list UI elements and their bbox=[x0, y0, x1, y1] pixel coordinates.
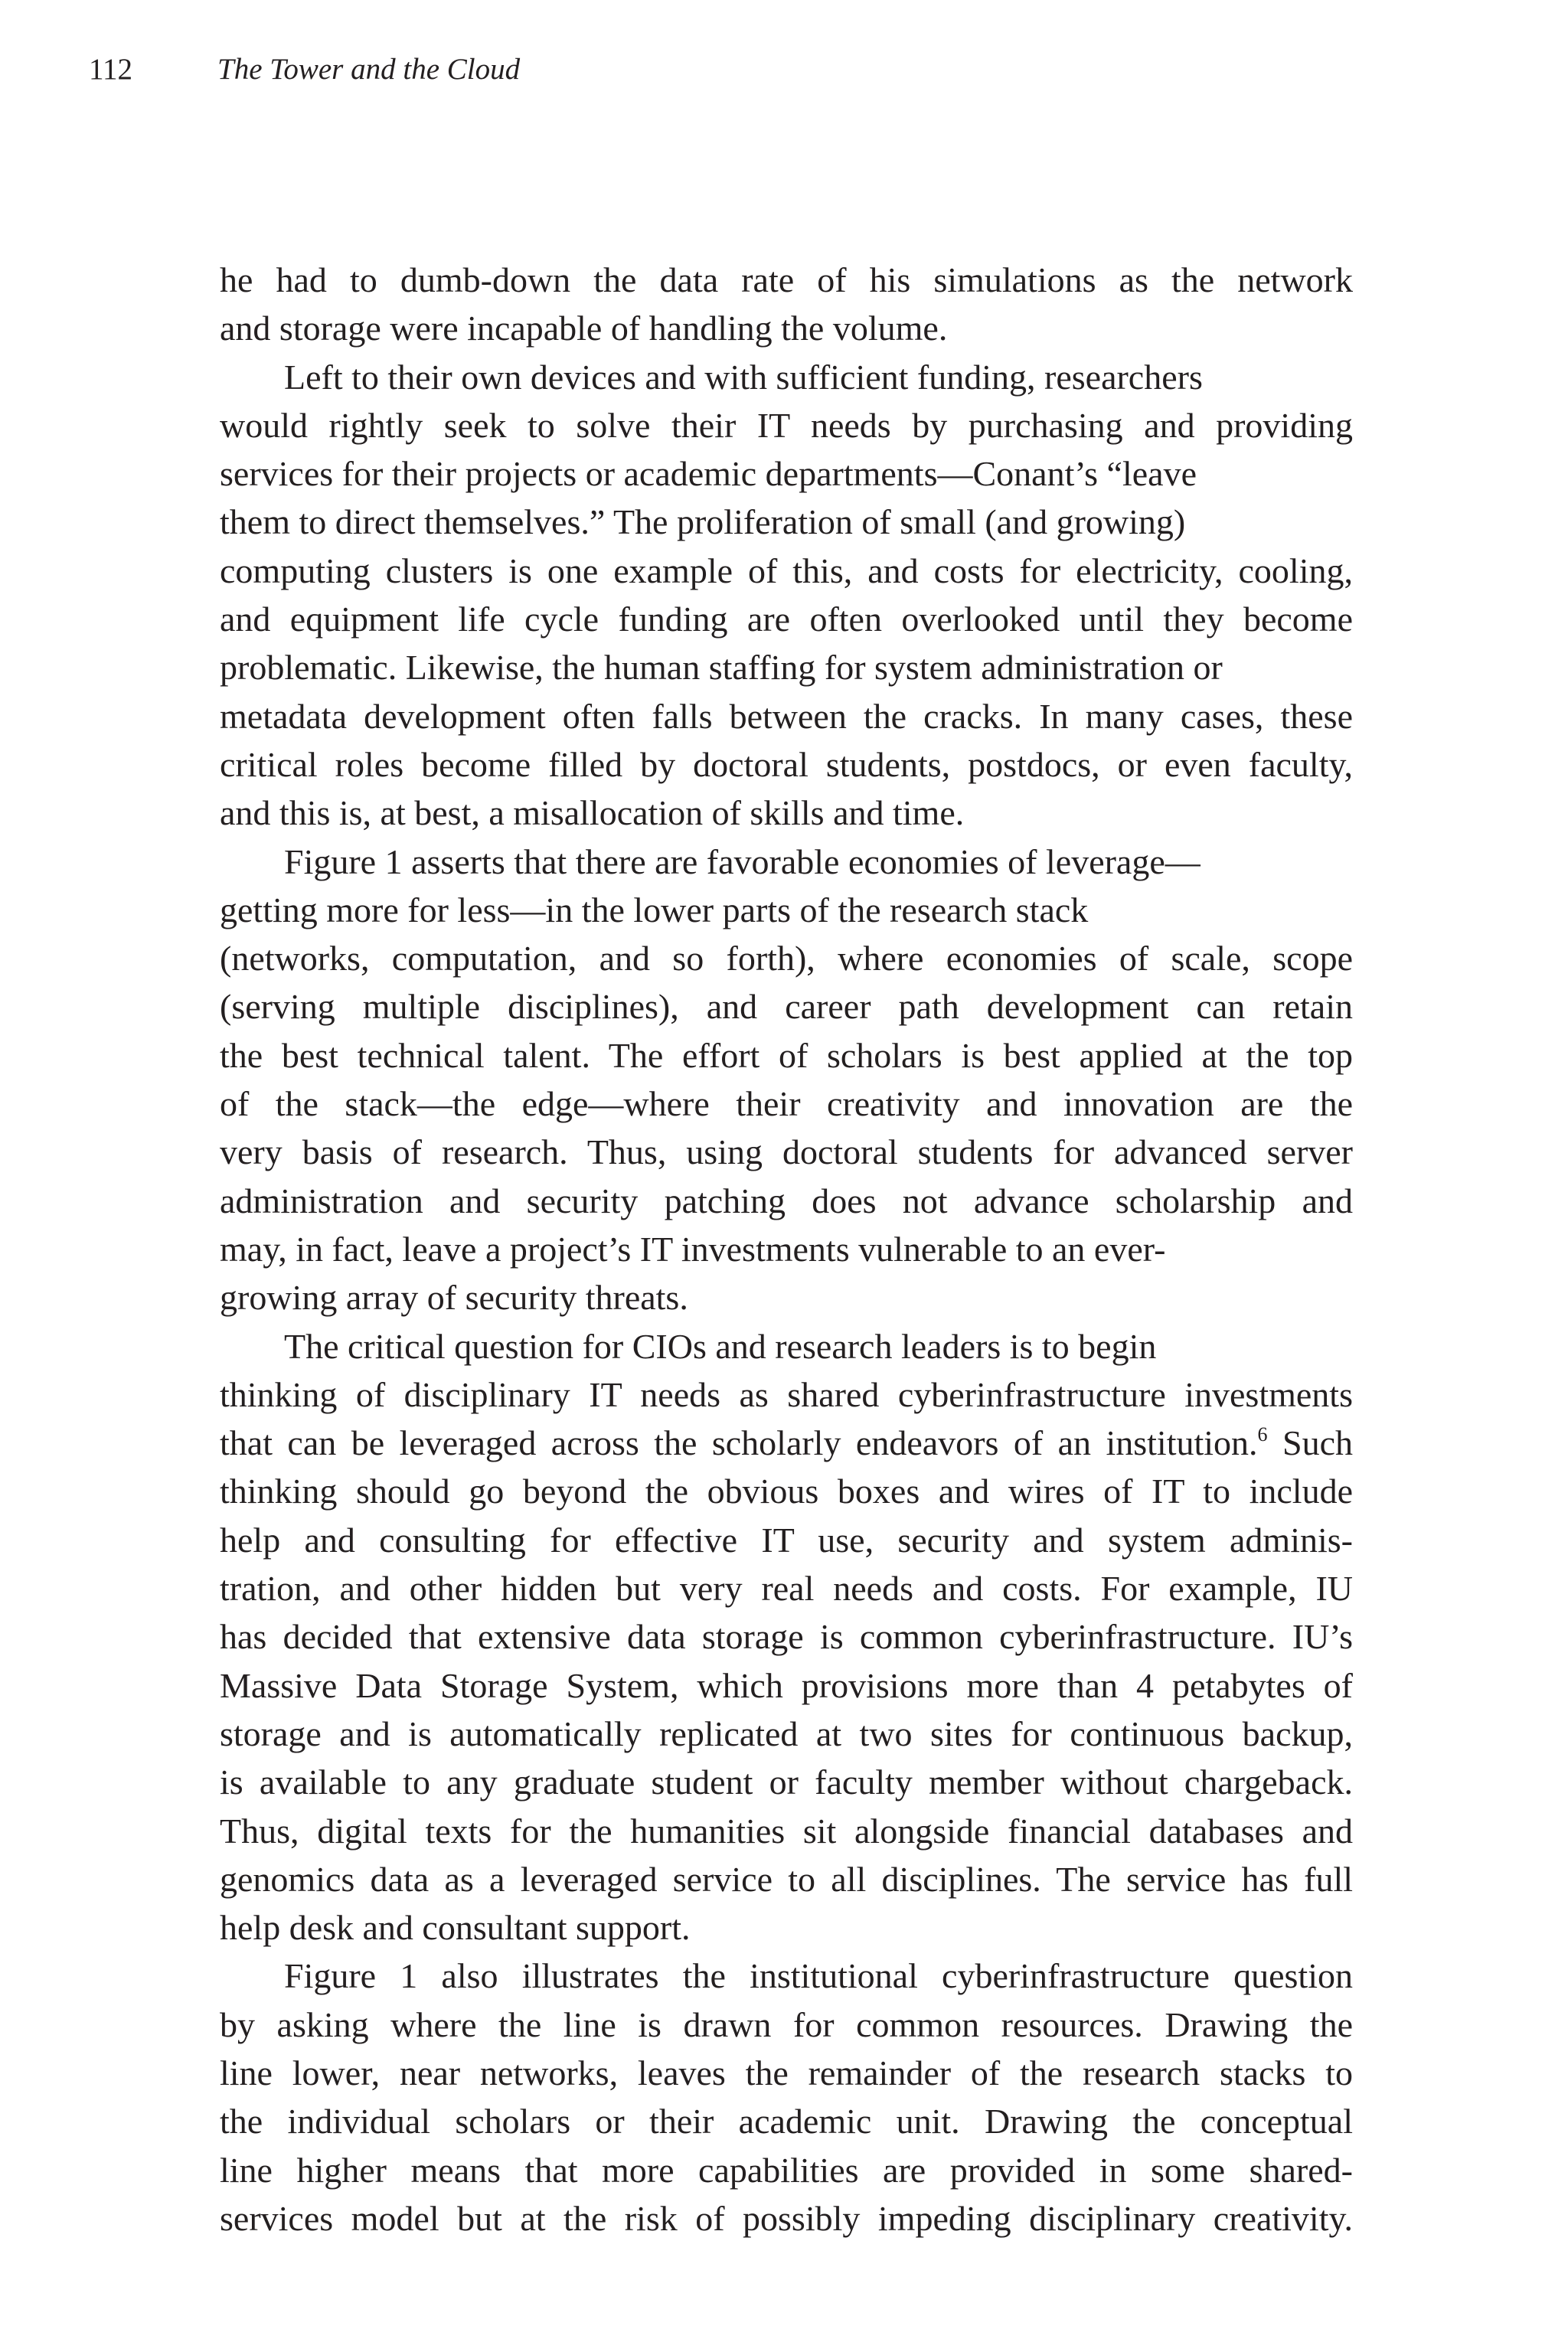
footnote-reference[interactable]: 6 bbox=[1257, 1423, 1268, 1446]
text-line: services model but at the risk of possibly impeding disciplinary creativity. bbox=[220, 2198, 1353, 2238]
text-line: metadata development often falls between the cracks. In many cases, these bbox=[220, 696, 1353, 736]
text-line: help and consulting for effective IT use, security and system adminis- bbox=[220, 1520, 1353, 1560]
text-line: help desk and consultant support. bbox=[220, 1908, 691, 1948]
text-line: thinking should go beyond the obvious boxes and wires of IT to include bbox=[220, 1472, 1353, 1511]
body-text bbox=[220, 256, 1353, 2243]
text-line: very basis of research. Thus, using doctoral students for advanced server bbox=[220, 1132, 1353, 1172]
text-line: line lower, near networks, leaves the remainder of the research stacks to bbox=[220, 2053, 1353, 2092]
text-line: tration, and other hidden but very real needs and costs. For example, IU bbox=[220, 1569, 1353, 1609]
text-line: of the stack—the edge—where their creativity and innovation are the bbox=[220, 1084, 1353, 1124]
text-line: critical roles become filled by doctoral students, postdocs, or even faculty, bbox=[220, 744, 1353, 784]
text-line: (serving multiple disciplines), and career path development can retain bbox=[220, 987, 1353, 1027]
text-line: them to direct themselves.” The proliferation of small (and growing) bbox=[220, 502, 1186, 542]
text-line: getting more for less—in the lower parts of the research stack bbox=[220, 890, 1089, 929]
text-line: is available to any graduate student or faculty member without chargeback. bbox=[220, 1762, 1353, 1802]
text-line: (networks, computation, and so forth), where economies of scale, scope bbox=[220, 939, 1353, 978]
text-line: problematic. Likewise, the human staffing for system administration or bbox=[220, 648, 1223, 688]
text-line bbox=[220, 1419, 1353, 1467]
text-line: and this is, at best, a misallocation of skills and time. bbox=[220, 793, 965, 833]
text-line: and storage were incapable of handling the volume. bbox=[220, 309, 948, 348]
text-line: storage and is automatically replicated at two sites for continuous backup, bbox=[220, 1713, 1353, 1753]
text-line-segment: that can be leveraged across the scholarly endeavors of an institution. bbox=[220, 1423, 1258, 1463]
text-line: computing clusters is one example of this, and costs for electricity, cooling, bbox=[220, 550, 1353, 590]
text-line: may, in fact, leave a project’s IT investments vulnerable to an ever- bbox=[220, 1229, 1166, 1269]
paragraph-first-line: The critical question for CIOs and research leaders is to begin bbox=[284, 1326, 1157, 1366]
paragraph-first-line: Figure 1 asserts that there are favorable economies of leverage— bbox=[284, 841, 1200, 881]
text-line: growing array of security threats. bbox=[220, 1278, 688, 1318]
paragraph-first-line: Left to their own devices and with sufficient funding, researchers bbox=[284, 357, 1203, 397]
book-title: The Tower and the Cloud bbox=[217, 53, 521, 86]
text-line: has decided that extensive data storage is common cyberinfrastructure. IU’s bbox=[220, 1617, 1353, 1657]
text-line: would rightly seek to solve their IT needs by purchasing and providing bbox=[220, 405, 1353, 445]
text-line: and equipment life cycle funding are often overlooked until they become bbox=[220, 599, 1353, 639]
running-head bbox=[89, 51, 520, 89]
text-line: administration and security patching does not advance scholarship and bbox=[220, 1181, 1353, 1220]
text-line: Massive Data Storage System, which provisions more than 4 petabytes of bbox=[220, 1665, 1353, 1705]
text-line-segment: Such bbox=[1267, 1423, 1353, 1463]
text-line: the individual scholars or their academic unit. Drawing the conceptual bbox=[220, 2102, 1353, 2141]
text-line: by asking where the line is drawn for common resources. Drawing the bbox=[220, 2004, 1353, 2044]
text-line: services for their projects or academic departments—Conant’s “leave bbox=[220, 454, 1197, 494]
paragraph-first-line: Figure 1 also illustrates the institutional cyberinfrastructure question bbox=[284, 1956, 1353, 1996]
text-line: the best technical talent. The effort of scholars is best applied at the top bbox=[220, 1035, 1353, 1075]
text-line: he had to dumb-down the data rate of his simulations as the network bbox=[220, 260, 1353, 299]
text-line: thinking of disciplinary IT needs as shared cyberinfrastructure investments bbox=[220, 1374, 1353, 1414]
text-line: genomics data as a leveraged service to all disciplines. The service has full bbox=[220, 1859, 1353, 1899]
text-line: line higher means that more capabilities are provided in some shared- bbox=[220, 2150, 1353, 2190]
page-number: 112 bbox=[89, 53, 133, 86]
text-line: Thus, digital texts for the humanities sit alongside financial databases and bbox=[220, 1811, 1353, 1851]
